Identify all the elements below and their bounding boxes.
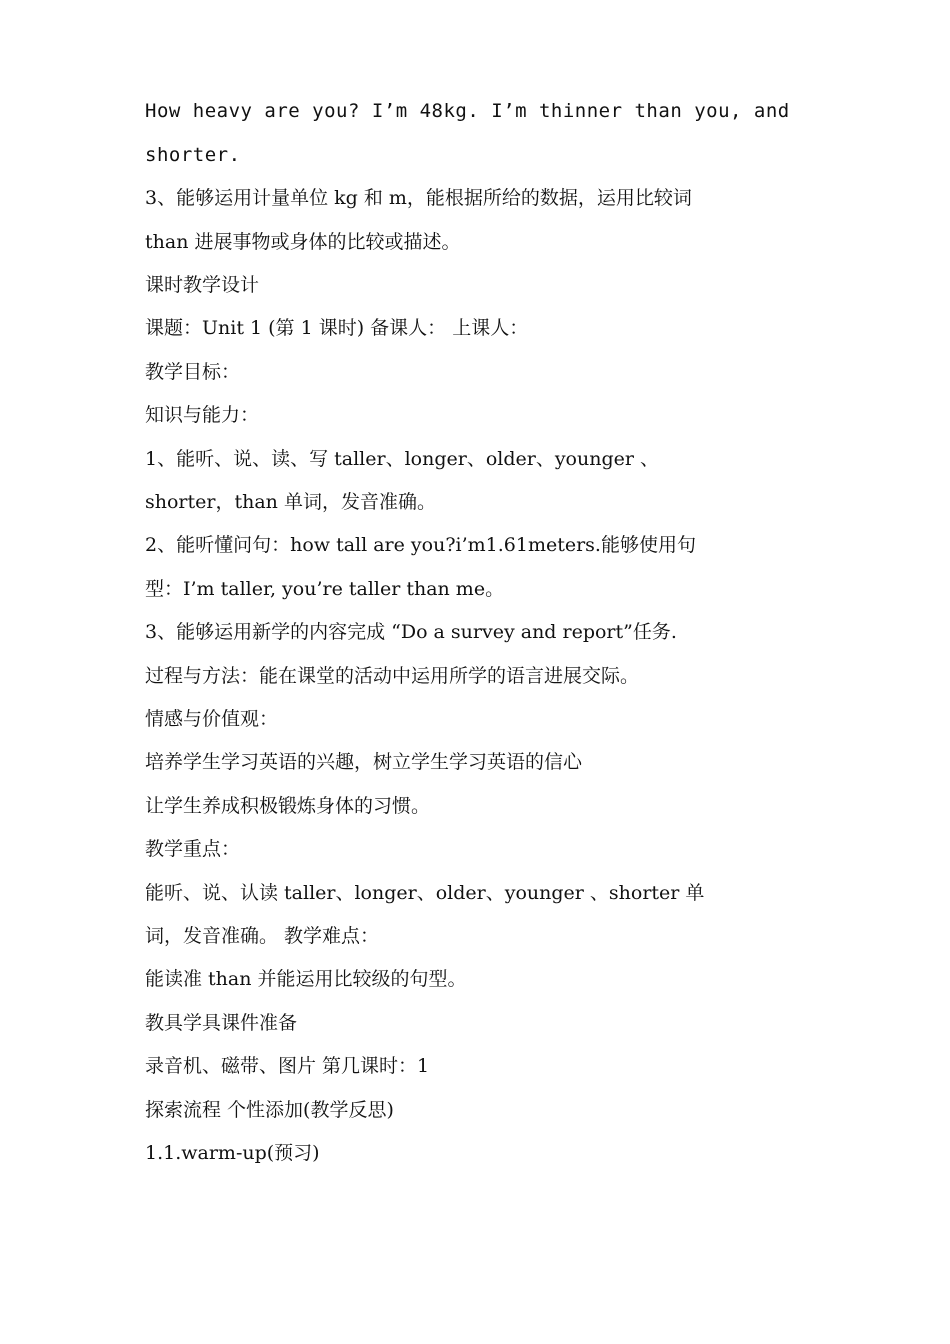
text-line-5: 课时教学设计: [145, 274, 260, 296]
text-line-12: 型：I’m taller, you’re taller than me。: [145, 578, 505, 600]
text-line-13: 3、能够运用新学的内容完成 “Do a survey and report”任务.: [145, 621, 677, 643]
text-line-17: 让学生养成积极锻炼身体的习惯。: [145, 795, 431, 817]
text-line-22: 教具学具课件准备: [145, 1012, 298, 1034]
text-line-18: 教学重点：: [145, 838, 241, 860]
text-line-15: 情感与价值观：: [145, 708, 279, 730]
text-line-9: 1、能听、说、读、写 taller、longer、older、younger 、: [145, 448, 659, 470]
text-line-24: 探索流程 个性添加(教学反思): [145, 1099, 394, 1121]
text-line-8: 知识与能力：: [145, 404, 260, 426]
text-line-23: 录音机、磁带、图片 第几课时：1: [145, 1055, 430, 1077]
text-line-6: 课题：Unit 1 (第 1 课时) 备课人： 上课人：: [145, 317, 529, 339]
text-line-25: 1.1.warm-up(预习): [145, 1142, 320, 1164]
text-line-2: shorter.: [145, 144, 241, 166]
text-line-10: shorter，than 单词，发音准确。: [145, 491, 436, 513]
text-line-16: 培养学生学习英语的兴趣，树立学生学习英语的信心: [145, 751, 583, 773]
text-line-4: than 进展事物或身体的比较或描述。: [145, 231, 461, 253]
text-line-1: How heavy are you? I’m 48kg. I’m thinner than you, and: [145, 100, 790, 122]
text-line-19: 能听、说、认读 taller、longer、older、younger 、shorter 单: [145, 882, 705, 904]
text-line-3: 3、能够运用计量单位 kg 和 m，能根据所给的数据，运用比较词: [145, 187, 692, 209]
text-line-20: 词，发音准确。 教学难点：: [145, 925, 380, 947]
text-line-14: 过程与方法：能在课堂的活动中运用所学的语言进展交际。: [145, 665, 640, 687]
text-line-21: 能读准 than 并能运用比较级的句型。: [145, 968, 467, 990]
text-line-11: 2、能听懂问句：how tall are you?i’m1.61meters.能够使用句: [145, 534, 696, 556]
text-line-7: 教学目标：: [145, 361, 241, 383]
